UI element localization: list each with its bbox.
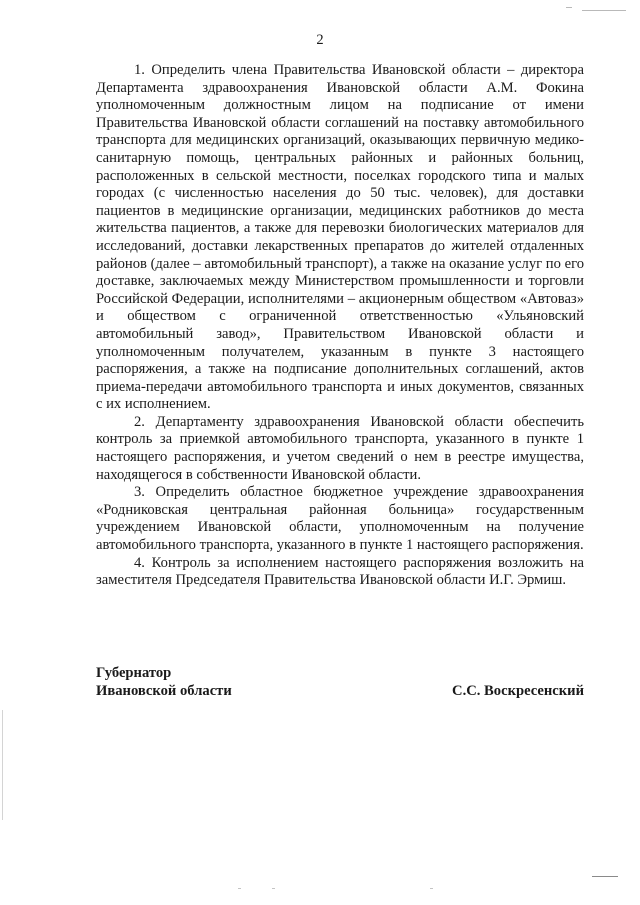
signatory-title-line-2: Ивановской области	[96, 683, 232, 699]
document-body	[96, 62, 584, 590]
paragraph-1: 1. Определить члена Правительства Ивановской области – директора Департамента здравоохранения Ивановской области А.М. Фокина уполномоченным должностным лицом на подписание от имени Правительства Ивановской области соглашений на поставку автомобильного транспорта для медицинских организаций, оказывающих первичную медико-санитарную помощь, центральных районных и районных больниц, расположенных в сельской местности, поселках городского типа и малых городах (с численностью населения до 50 тыс. человек), для доставки пациентов в медицинские организации, медицинских работников до места жительства пациентов, а также для перевозки биологических материалов для исследований, доставки лекарственных препаратов до жителей отдаленных районов (далее – автомобильный транспорт), а также на оказание услуг по его доставке, заключаемых между Министерством промышленности и торговли Российской Федерации, исполнителями – акционерным обществом «Автоваз» и обществом с ограниченной ответственностью «Ульяновский автомобильный завод», Правительством Ивановской области и уполномоченным получателем, указанным в пункте 3 настоящего распоряжения, а также на подписание дополнительных соглашений, актов приема-передачи автомобильного транспорта и иных документов, связанных с их исполнением.	[96, 62, 584, 413]
signature-block	[96, 664, 584, 700]
scan-artifact	[2, 710, 3, 820]
signatory-name: С.С. Воскресенский	[452, 683, 584, 699]
scan-artifact	[582, 10, 626, 11]
page-number: 2	[316, 32, 324, 48]
paragraph-4: 4. Контроль за исполнением настоящего распоряжения возложить на заместителя Председателя Правительства Ивановской области И.Г. Эрмиш.	[96, 554, 584, 589]
scan-artifact	[430, 888, 433, 889]
signatory-title-line-1: Губернатор	[96, 665, 172, 681]
scan-artifact	[238, 888, 241, 889]
scan-artifact	[272, 888, 275, 889]
scan-artifact	[592, 876, 618, 877]
paragraph-2: 2. Департаменту здравоохранения Ивановской области обеспечить контроль за приемкой автомобильного транспорта, указанного в пункте 1 настоящего распоряжения, и учетом сведений о нем в реестре имущества, находящегося в собственности Ивановской области.	[96, 413, 584, 483]
paragraph-3: 3. Определить областное бюджетное учреждение здравоохранения «Родниковская центральная районная больница» государственным учреждением Ивановской области, уполномоченным на получение автомобильного транспорта, указанного в пункте 1 настоящего распоряжения.	[96, 484, 584, 554]
scan-artifact	[566, 7, 572, 8]
